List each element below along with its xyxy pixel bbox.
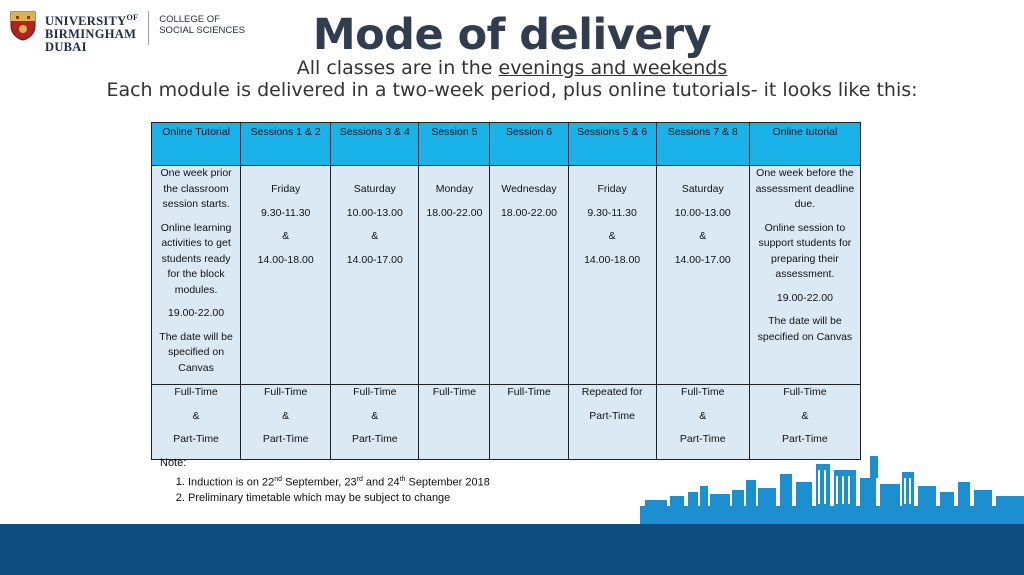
header-cell: Session 6 (490, 123, 568, 166)
table-cell: Saturday 10.00-13.00 & 14.00-17.00 (331, 166, 419, 385)
table-cell: Full-Time & Part-Time (152, 385, 241, 460)
header-cell: Online Tutorial (152, 123, 241, 166)
table-cell: Full-Time (419, 385, 490, 460)
footer-band (0, 524, 1024, 575)
table-cell: Full-Time (490, 385, 568, 460)
header-cell: Sessions 5 & 6 (568, 123, 656, 166)
table-cell: Friday 9.30-11.30 & 14.00-18.00 (568, 166, 656, 385)
table-cell: Full-Time & Part-Time (241, 385, 331, 460)
table-header-row (152, 123, 861, 166)
table-cell: One week prior the classroom session starts. Online learning activities to get students ready for the block modules. 19.00-22.00 The date will be specified on Canvas (152, 166, 241, 385)
table-cell: Full-Time & Part-Time (656, 385, 749, 460)
header-cell: Sessions 7 & 8 (656, 123, 749, 166)
table-cell: Saturday 10.00-13.00 & 14.00-17.00 (656, 166, 749, 385)
header-cell: Online tutorial (749, 123, 860, 166)
college-name: COLLEGE OF SOCIAL SCIENCES (159, 14, 245, 36)
list-item: 2. Preliminary timetable which may be subject to change (188, 491, 490, 507)
table-row (152, 166, 861, 385)
table-row (152, 385, 861, 460)
header-cell: Sessions 3 & 4 (331, 123, 419, 166)
table-cell: Repeated for Part-Time (568, 385, 656, 460)
table-cell: One week before the assessment deadline due. Online session to support students for preparing their assessment. 19.00-22.00 The date will be specified on Canvas (749, 166, 860, 385)
university-name: $UNIVERSITY^{OF}$ BIRMINGHAM DUBAI (45, 13, 139, 54)
page-title: Mode of delivery (312, 10, 712, 60)
subtitle-line2: Each module is delivered in a two-week period, plus online tutorials- it looks like this: (106, 79, 918, 101)
timetable (151, 122, 861, 460)
notes (160, 456, 490, 506)
table-cell: Friday 9.30-11.30 & 14.00-18.00 (241, 166, 331, 385)
evenings-weekends-link[interactable]: evenings and weekends (498, 57, 728, 79)
note-list (160, 472, 490, 507)
subtitle-line1: All classes are in the evenings and weekends (296, 57, 728, 79)
city-skyline-graphic (640, 452, 1024, 526)
table-cell: Wednesday 18.00-22.00 (490, 166, 568, 385)
table-cell: Full-Time & Part-Time (749, 385, 860, 460)
list-item: 1. Induction is on 22nd September, 23rd and 24th September 2018 (188, 472, 490, 491)
table-cell: Monday 18.00-22.00 (419, 166, 490, 385)
header-cell: Session 5 (419, 123, 490, 166)
table-cell: Full-Time & Part-Time (331, 385, 419, 460)
header-cell: Sessions 1 & 2 (241, 123, 331, 166)
note-label: Note: (160, 457, 187, 469)
